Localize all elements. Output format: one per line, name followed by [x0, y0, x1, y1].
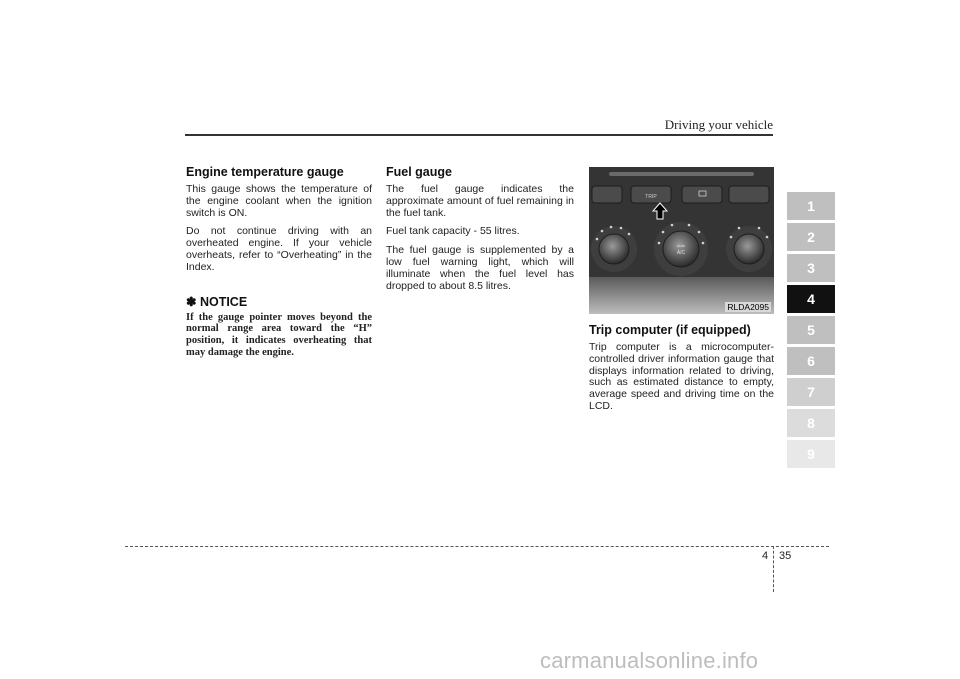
notice-title: ✽ NOTICE [186, 294, 248, 309]
column-engine-temperature [186, 165, 372, 359]
chapter-tab-label: 9 [807, 446, 815, 462]
chapter-tabs [787, 192, 835, 471]
engine-temperature-heading: Engine temperature gauge [186, 165, 344, 179]
chapter-tab-label: 3 [807, 260, 815, 276]
column-trip-computer [589, 165, 774, 420]
footer-vertical-rule [773, 546, 774, 592]
auto-button-text: Auto [676, 243, 686, 248]
watermark: carmanualsonline.info [540, 648, 759, 673]
trip-computer-paragraph: Trip computer is a microcomputer-controlled driver information gauge that displays information related to driving, such as estimated distance to empty, average speed and driving time on the LCD. [589, 341, 774, 412]
chapter-tab-label: 2 [807, 229, 815, 245]
dashboard-panel-illustration [589, 167, 774, 314]
chapter-tab-5[interactable] [787, 316, 835, 344]
notice-body: If the gauge pointer moves beyond the normal range area toward the “H” position, it indicates overheating that may damage the engine. [186, 311, 372, 358]
trip-button-text: TRIP [645, 194, 657, 200]
engine-temperature-paragraph-2: Do not continue driving with an overheated engine. If your vehicle overheats, refer to “Overheating” in the Index. [186, 225, 372, 273]
ac-button-text: A/C [676, 250, 686, 256]
trip-button-photo [589, 167, 774, 314]
chapter-tab-label: 5 [807, 322, 815, 338]
chapter-tab-1[interactable] [787, 192, 835, 220]
engine-temperature-paragraph-1: This gauge shows the temperature of the engine coolant when the ignition switch is ON. [186, 183, 372, 219]
column-fuel-gauge [386, 165, 574, 299]
header-rule [185, 134, 773, 136]
chapter-tab-7[interactable] [787, 378, 835, 406]
chapter-tab-label: 6 [807, 353, 815, 369]
section-header-title: Driving your vehicle [664, 117, 773, 132]
chapter-tab-8[interactable] [787, 409, 835, 437]
page-chapter-number: 4 [762, 550, 769, 562]
chapter-tab-6[interactable] [787, 347, 835, 375]
chapter-tab-2[interactable] [787, 223, 835, 251]
fuel-gauge-paragraph-1: The fuel gauge indicates the approximate amount of fuel remaining in the fuel tank. [386, 183, 574, 219]
chapter-tab-label: 8 [807, 415, 815, 431]
chapter-tab-9[interactable] [787, 440, 835, 468]
photo-label: RLDA2095 [727, 302, 769, 312]
chapter-tab-label: 7 [807, 384, 815, 400]
chapter-tab-4[interactable] [787, 285, 835, 313]
trip-computer-heading: Trip computer (if equipped) [589, 323, 751, 337]
fuel-gauge-paragraph-3: The fuel gauge is supplemented by a low fuel warning light, which will illuminate when the fuel level has dropped to about 8.5 litres. [386, 244, 574, 292]
footer-rule [125, 546, 829, 547]
fuel-gauge-paragraph-2: Fuel tank capacity - 55 litres. [386, 225, 520, 238]
chapter-tab-label: 1 [807, 198, 815, 214]
fuel-gauge-heading: Fuel gauge [386, 165, 452, 179]
chapter-tab-label: 4 [807, 291, 815, 307]
chapter-tab-3[interactable] [787, 254, 835, 282]
page-number: 35 [779, 550, 792, 562]
